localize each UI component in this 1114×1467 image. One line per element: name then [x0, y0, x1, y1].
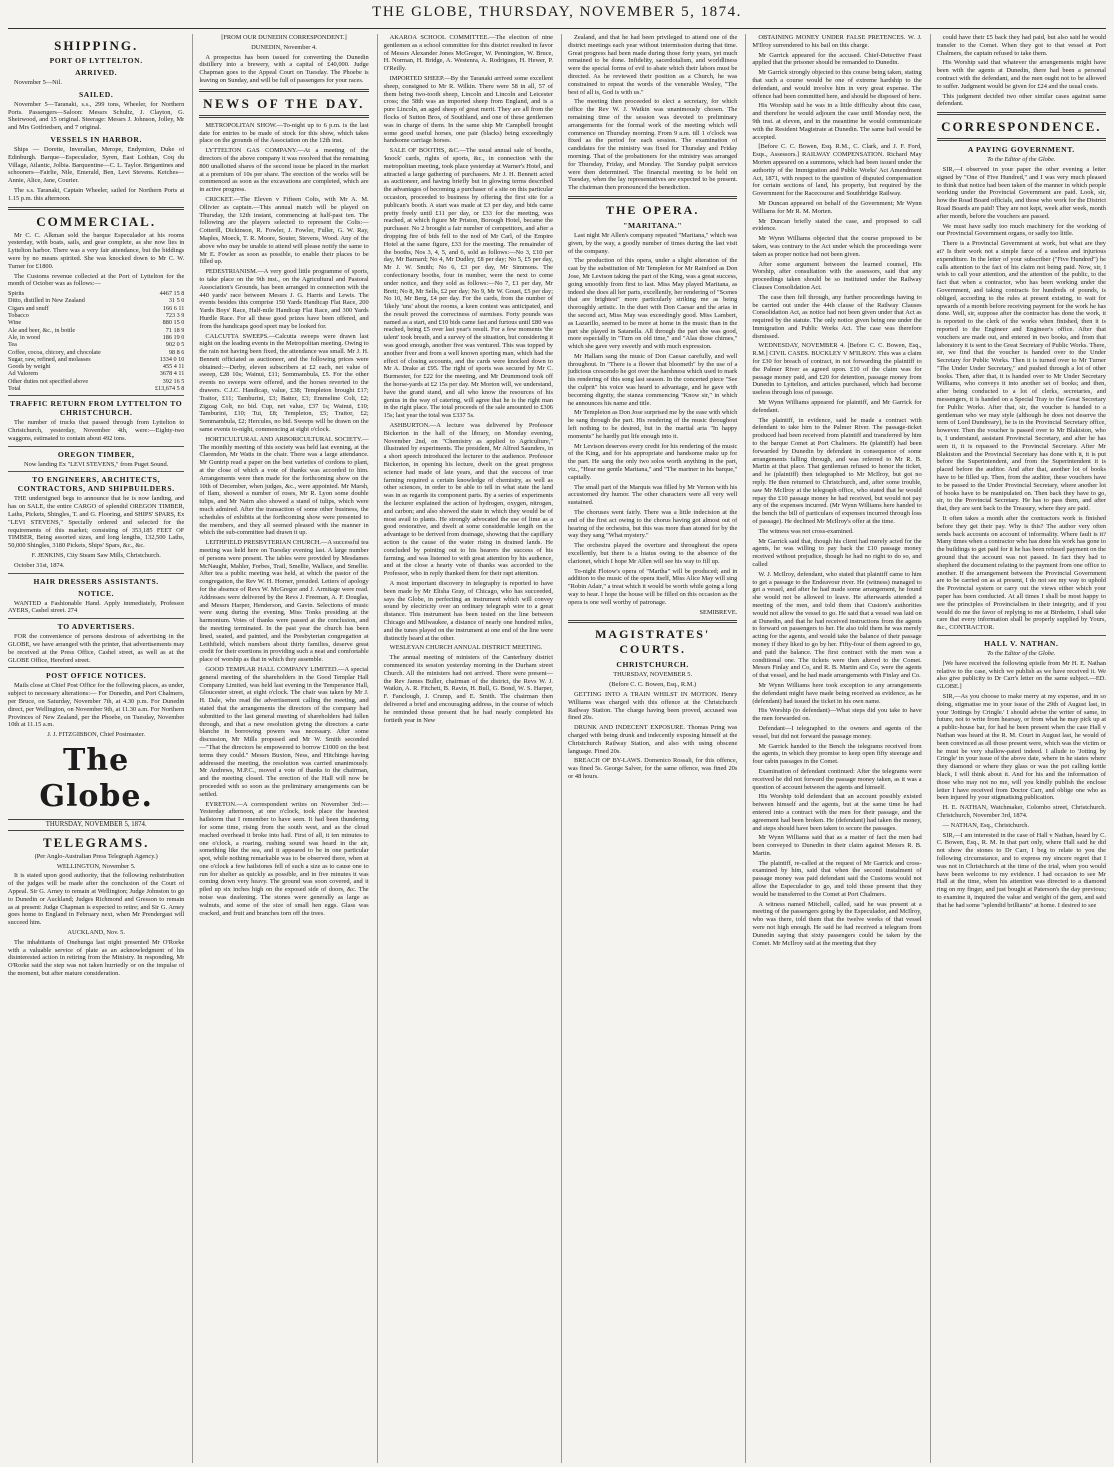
court-paragraph: WEDNESDAY, NOVEMBER 4. [Before C. C. Bowen, Esq., R.M.] CIVIL CASES. BUCKLEY V M'ILROY. This was a claim for £30 for breach of contract, in not forwarding the plaintiff to the Palmer River as agreed upon. £10 of the claim was for passage money paid, and £20 for detention, passage money from Dunedin to Lyttelton, and articles purchased, which had become useless through loss of passage.: [752, 342, 922, 397]
court-paragraph: DRUNK AND INDECENT EXPOSURE. Thomas Pring was charged with being drunk and indecently exposing himself at the Christchurch Railway Station, and also with using obscene language. Fined 20s.: [567, 724, 738, 755]
telegrams-title: TELEGRAMS.: [43, 834, 150, 850]
paying-title: A PAYING GOVERNMENT.: [967, 145, 1075, 155]
section-divider: [8, 207, 184, 210]
column-3: [377, 34, 553, 1463]
commercial-text: Mr C. C. Alkman sold the barque Especulador at his rooms yesterday, with boats, sails, and gear complete, as she now lies in Lyttelton harbor. There was a very fair attendance, but the biddings were by no means spirited. She was knocked down to Mr C. W. Turner for £1800.: [8, 231, 185, 270]
customs-item: Tobacco: [8, 312, 29, 320]
page-masthead: THE GLOBE, THURSDAY, NOVEMBER 5, 1874.: [8, 0, 1106, 29]
col4-body: [568, 34, 737, 192]
customs-item: Wine: [8, 319, 22, 327]
court-date: THURSDAY, NOVEMBER 5.: [613, 671, 693, 679]
post-text: Mails close at Chief Post Office for the following places, as under, subject to necessary alterations:— For Dunedin, and Port Chalmers, per Bruce, on Saturday, November 7th, at 4.30 p.m. For Dunedin direct, per Wellington, on November 9th, at 11.30 a.m. For Northern Provinces of New Zealand, per the Phoebe, on Tuesday, November 10th at 11.15 a.m.: [8, 682, 185, 729]
customs-value: 1334 0 10: [159, 355, 185, 363]
commercial-title: COMMERCIAL.: [36, 213, 157, 229]
court-paragraph: After some argument between the learned counsel, His Worship, after consultation with the assessors, said that any proceedings taken should be so instituted under the Railway Clauses Consolidation Act.: [752, 260, 922, 291]
news-paragraph: CRICKET.—The Eleven v Fifteen Colts, with Mr A. M. Ollivier as captain.—This annual match will be played on Thursday, the 12th instant, commencing at half-past ten. The following are the players selected to represent the Colts:—Cotterill, Dickinson, R. Fowler, J. Fowler, Fuller, G. W. Ray, Maples, Moeck, T. R. Moore, Souter, Stevens, Wood. Any of the above who may be unable to attend will please notify the same to Mr E. Fowler as soon as possible, to enable their places to be filled up.: [199, 195, 369, 266]
post-title: POST OFFICE NOTICES.: [46, 671, 147, 681]
section-divider: [568, 196, 737, 199]
customs-value: 166 6 11: [162, 304, 185, 312]
customs-row: [8, 297, 184, 304]
court-paragraph: His Worship said that whatever the arrangements might have been with the agents at Dunedin, there had been a personal contract with the defendant, and the men ought not to be allowed to suffer. Judgment would be given for £24 and the usual costs.: [936, 59, 1106, 90]
globe-logo: The Globe.: [39, 743, 153, 815]
customs-row: [8, 327, 184, 334]
customs-row: [8, 312, 184, 319]
customs-item: Ale, in wood: [8, 333, 41, 341]
news-paragraph: IMPORTED SHEEP.—By the Taranaki arrived some excellent sheep, consigned to Mr R. Wilkin. There were 58 in all, 57 of them being two-tooth sheep, Lincoln and Lincoln and Leicester cross; the 58th was an imported sheep from England, and is a pure Lincoln, an aged sheep of great merit. They are all from the flocks of Sutton Bros, of Southland, and one of these gentlemen was in charge of them. In the same ship Mr Campbell brought some good useful horses, one pair (blacks) being exceedingly handsome carriage horses.: [383, 74, 553, 145]
court-paragraph: Mr Wynn Williams appeared for plaintiff, and Mr Garrick for defendant.: [752, 399, 922, 414]
divider: [8, 667, 184, 668]
customs-item: Goods by weight: [8, 363, 51, 371]
news-paragraph: CALCUTTA SWEEPS.—Calcutta sweeps were drawn last night on the leading events in the Metropolitan meeting. Owing to the rain not having been fixed, the attendance was small. Mr J. H. Bennett officiated as auctioneer, and the following prices were obtained:—Derby, eleven subscribers at £2 each, net value of sweep, £28 10s; Wainui, £11; Sommambula, £5. For the other events no sweeps were offered, and the horses reverted to the drawers. C.J.C. Handicap, value, £38; Templeton brought £17; Traitor, £11; Tamburini, £3; Batter, £3; Emmeline Colt, £2; Zigzag Colt, no bid. Cup, net value, £37 1s; Wainui, £10; Tamburini, £10; Tui, £8; Templeton, £5; Traitor, £2; Sommambula, £2; Hercules, no bid. Sweeps will be drawn on the same events to-night, commencing at eight o'clock.: [199, 332, 369, 434]
opera-paragraph: Mr Hallam sang the music of Don Caesar carefully, and well throughout. In "There is a flower that bloometh" by the use of a judicious crescendo he got over the harshness which used to mark his rendering of this song last season. In the concerted piece "See the culprit" his voice was heard to advantage, and he gave with becoming dignity, the stanza commencing "Know sir," in which he announces his name and title.: [567, 352, 738, 407]
telegrams-agency: (Per Anglo-Australian Press Telegraph Agency.): [34, 852, 158, 860]
col3-body: [384, 34, 553, 724]
christchurch-title: CHRISTCHURCH.: [616, 660, 689, 670]
customs-value: 3678 4 11: [159, 370, 185, 378]
customs-total-value: £13,674 5 8: [154, 385, 185, 392]
court-paragraph: could have their £5 back they had paid, but also said he would transfer to the Comet. When they got to that vessel at Port Chalmers, the captain refused to take them.: [936, 34, 1106, 57]
court-paragraph: His Worship told defendant that an account possibly existed between himself and the agents, but at the same time he had entered into a contract with the men for their passage, and the agreement had been broken. He (defendant) had taken the money, and steps should have been taken to secure the passages.: [752, 793, 922, 832]
traffic-title: TRAFFIC RETURN FROM LYTTELTON TO CHRISTCHURCH.: [10, 399, 183, 418]
court-paragraph: Defendant—I telegraphed to the owners and agents of the vessel, but did not forward the passage money.: [752, 724, 922, 740]
news-paragraph: LEITHFIELD PRESBYTERIAN CHURCH.—A successful tea meeting was held here on Tuesday evening last. A large number of persons were present. The tables were provided by Mesdames McNaught, Mahler, Forbes, Trail, Smellie, Wallace, and Smellie. After tea a public meeting was held, at which the pastor of the congregation, the Rev W. H. Horner, presided. Letters of apology for the absence of Revs W. McGregor and J. Armitage were read. Addresses were delivered by the Revs J. Freeman, A. F. Douglas, and Messrs Harper, Henderson, and Gavin. Selections of music were sung during the evening, Miss Tonks presiding at the harmonium. Votes of thanks were passed at the conclusion, and the meeting terminated. In the past year the church has been lined, seated, and painted, and the Presbyterian congregation at Leithfield, which numbers about thirty families, deserve great credit for their exertions in providing such a neat and comfortable place of worship as that in which they assemble.: [199, 539, 369, 664]
court-paragraph: The witness was not cross-examined.: [758, 527, 854, 535]
columns-container: [8, 34, 1106, 1463]
news-body: [199, 122, 368, 918]
letter-paragraph: SIR,—I observed in your paper the other evening a letter signed by "One of Five Hundred," and I was very much pleased to think that notice had been taken of the manner in which people working under the Provincial Government are paid. Look, sir, how the Road Board officials, and those who work for the District Road Boards are paid! They are not kept, week after week, month after month, before the vouchers are passed.: [936, 165, 1106, 220]
dunedin-date: DUNEDIN, November 4.: [251, 43, 317, 51]
court-paragraph: W. J. McIlroy, defendant, who stated that plaintiff came to him to get a passage to the Endeavour river. He (witness) managed to get a vessel, and after he had made some arrangement, he found she would not be allowed to leave. He afterwards attended a meeting of the men, and told them that Custom's authorities would not allow the vessel to go. He said that a vessel was laid on at Dunedin, and that he had received instructions from the agents to forward on passengers to her. He also told them he was merely acting for the agents, and would take the balance of their passage money if they liked to go by her. Fifty-four of them agreed to go, and paid the balance. The first contract with the men was a conditional one. The tickets were then altered to the Comet. Messrs Finlay and Co, and R. B. Martin and Co, were the agents of that vessel, and he had made arrangements with Finlay and Co.: [752, 570, 922, 680]
telegram-wellington: It is stated upon good authority, that the following redistribution of the judges will be made after the conclusion of the Court of Appeal. Sir G. Arney to remain at Wellington; Judge Johnston to go to Dunedin or Auckland; Judges Richmond and Gresson to remain as at present: Judge Chapman is expected to retire; and Sir G. Arney goes home to England in February next, when Mr Prendergast will succeed him.: [8, 872, 185, 927]
letter-paragraph: SIR,—As you choose to make merry at my expense, and in so doing, stigmatise me in your issue of the 29th of August last, in your 'Jottings by Cringle.' I should advise the writer of same, in future, not to write from hearsay, or from what he may pick up at a public-house bar, for had he been present when the case Hall v Nathan was heard at the R. M. Court in August last, he would of been convinced as all those present were, which was the victim or he must be very shallow-pated indeed. I allude to 'Jotting by Cringle' in your issue of the above date, where in he states where they diamond or where they glass or was the pot calling kettle black, I will think about it. And for his and the information of those who may not no me, will you kindly publish the enclose letter I have received from Doctor Carr, and oblige one who as been injured by your stigmatising publication.: [936, 692, 1106, 802]
court-paragraph: Mr Duncan briefly stated the case, and proposed to call evidence.: [752, 217, 922, 233]
customs-table: [8, 290, 184, 392]
opera-subtitle: "MARITANA.": [623, 220, 683, 230]
section-divider: [568, 620, 737, 623]
postmaster-signature: J. J. FITZGIBBON, Chief Postmaster.: [47, 731, 145, 739]
news-paragraph: ASHBURTON.—A lecture was delivered by Professor Bickerton in the hall of the library, on Monday evening, November 2nd, on "Chemistry as applied to Agriculture," illustrated by experiments. The president, Mr Alfred Saunders, in a short speech introduced the lecturer to the audience. Professor Bickerton, in opening his lecture, dwelt on the great progress science had made of late years, and that the success of true farming required a certain knowledge of chemistry, as well as other sciences, in order to be able to tell in what state the land was in as regards its component parts. By a series of experiments the lecturer explained the action of hydrogen, oxygen, nitrogen, and carbon; and also showed the state in which they would be of most avail to plants. He strongly advocated the use of lime as a good restorative, and dwelt at some considerable length on the advantage to be derived from drainage, showing that the capillary action is the cause of the water rising in drained lands. He concluded by pointing out to his hearers the success of his farming, and was listened to with great attention by his audience, and at the close a hearty vote of thanks was accorded to the Professor, who in reply thanked them for their rapt attention.: [383, 422, 553, 578]
court-body: [568, 691, 737, 781]
customs-row: [8, 378, 184, 385]
shipping-title: SHIPPING.: [54, 38, 139, 53]
court-paragraph: Mr Garrick said that, though his client had merely acted for the agents, he was willing to pay back the £10 passage money received without prejudice, though he had no right to do so, and called: [752, 537, 922, 568]
opera-paragraph: Mr Templeton as Don Jose surprised me by the ease with which he sang through the part. His rendering of the music throughout left nothing to be desired, but in the martial aria "In happy moments" he hardly put life enough into it.: [567, 409, 738, 440]
court-paragraph: Mr Wynn Williams here took exception to any arrangements the defendant might have made being received as evidence, as he (defendant) had issued the ticket in his own name.: [752, 681, 922, 705]
court-paragraph: The plaintiff, re-called at the request of Mr Garrick and cross-examined by him, said that when the second instalment of passage money was paid defendant said the Customs would not allow the Especulador to go, and told those present that they would be transferred to the Comet at Port Chalmers.: [752, 859, 922, 898]
news-paragraph: EYRETON.—A correspondent writes on November 3rd:—Yesterday afternoon, at one o'clock, took place the heaviest hailstorm that I remember to have seen. It had been thundering for some time, rising from the south west, and as the cloud reached overhead it broke into hail. First of all, it ten minutes to one o'clock, a roaring, rushing sound was heard in the air, something like the sea, and it appeared to be in one particular spot, while nothing remarkable was to be observed there, when at one o'clock a few hailstones fell of such a size as to cause one to run for shelter as quickly as possible, and in five minutes it was coming down very heavy. The ground was soon covered, and it piled up six inches high on the exposed side of doors, &c. The noise was deafening. The stones were generally as large as walnuts, and some of the size of small hen eggs. Glass was cracked, and fruit and branches torn off the trees.: [199, 800, 369, 917]
court-paragraph: His Worship (to defendant)—What steps did you take to have the men forwarded on.: [752, 707, 922, 723]
opera-paragraph: The small part of the Marquis was filled by Mr Vernon with his accustomed dry humor. The other characters were all very well sustained.: [567, 483, 738, 507]
customs-item: Coffee, cocoa, chicory, and chocolate: [8, 348, 101, 356]
news-paragraph: LYTTELTON GAS COMPANY.—At a meeting of the directors of the above company it was resolved that the remaining 800 unallotted shares of the second issue be placed in the market at a premium of 10s per share. The erection of the works will be commenced as soon as the excavations are completed, which are in active progress.: [199, 147, 369, 194]
customs-item: Sugar, raw, refined, and molasses: [8, 355, 91, 363]
dunedin-head: [FROM OUR DUNEDIN CORRESPONDENT.]: [221, 34, 347, 41]
jenkins-signature: F. JENKINS, City Steam Saw Mills, Christchurch.: [31, 552, 161, 560]
traffic-text: The number of trucks that passed through from Lyttelton to Christchurch, yesterday, November 4th, were:—Eighty-two waggons, estimated to contain about 492 tons.: [8, 419, 185, 442]
court-paragraph: Mr Wynn Williams objected that the course proposed to be taken, was contrary to the Act under which the proceedings were taken as proper notice had not been given.: [752, 235, 922, 258]
customs-value: 392 16 5: [162, 377, 185, 385]
engineers-title: TO ENGINEERS, ARCHITECTS, CONTRACTORS, AND SHIPBUILDERS.: [17, 475, 175, 494]
news-paragraph: The annual meeting of ministers of the Canterbury district commenced its session yesterday morning in the Durham street Church. All the ministers had not arrived. There were present—the Rev James Buller, chairman of the district, the Revs W. J. Watkin, A. R. Fitchett, B. Ravin, H. Bull, G. Bond, W. S. Harper, F. Fanclough, J. Crump, and E. Smith. The chairman then delivered a brief and encouraging address, in the course of which he reminded those present that he had nearly completed his fortieth year in New: [383, 654, 553, 724]
section-divider: [199, 115, 368, 118]
column-4: [561, 34, 737, 1463]
telegram-auckland: The inhabitants of Onehunga last night presented Mr O'Rorke with a valuable service of plate as an acknowledgment of his disinterested action in retiring from the Ministry. In responding, Mr O'Rorke said the step was not taken hurriedly or on the impulse of the moment, but after mature consideration.: [8, 938, 185, 977]
customs-value: 4467 15 8: [159, 290, 185, 298]
vessels-label: VESSELS IN HARBOR.: [50, 134, 142, 144]
divider: [8, 471, 184, 472]
court-paragraph: [Before C. C. Bowen, Esq. R.M., C. Clark, and J. F. Ford, Esqs., Assessors.] RAILWAY COMPENSATION. Richard May Morten appeared on a summons, which had been issued under the authority of the Immigration and Public Works' Act Amendment Act, 1871, with respect to the question of disputed compensation for certain sections of land, his property, but required by the Government for the Racecourse and Southbridge Railway.: [752, 143, 922, 198]
col6-body: [937, 34, 1106, 108]
court-paragraph: The case then fell through, any further proceedings having to be carried out under the 44th clause of the Railway Clauses Consolidation Act, as notice had not been given under that Act as required by the statute. The only notice given being one under the Immigration and Public Works Act. The case was therefore dismissed.: [752, 293, 922, 340]
jenkins-date: October 31st, 1874.: [14, 561, 65, 569]
opera-paragraph: The production of this opera, under a slight alteration of the cast by the substitution of Mr Templeton for Mr Rainford as Don Jose, Mr Levison taking the part of the King, was a great success, going smoothly from first to last. Miss May played Maritana, as indeed she does all her parts, excellently, her rendering of "Scenes that are brightest" more particularly striking me as being thoroughly artistic. In the duet with Don Caesar and the arias in the second act, Miss May was exceedingly good. Miss Lambert, as Lazarillo, seemed to be more at home in the music than in the part she played in Satanella. All through the part she was good, more especially in "Turn on old time," and "Alas those chimes," which she gave very sweetly and with much expression.: [567, 257, 738, 351]
opera-paragraph: Mr Levison deserves every credit for his rendering of the music of the King, and for his appropriate and handsome make up for the part. He sang the only two solos worth anything in the part, viz., "Hear me gentle Maritana," and "The mariner in his barque," capitally.: [567, 442, 738, 481]
court-paragraph: OBTAINING MONEY UNDER FALSE PRETENCES. W. J. M'Ilroy surrendered to his bail on this charge.: [752, 34, 922, 49]
news-paragraph: HORTICULTURAL AND ARBORICULTURAL SOCIETY.—The monthly meeting of this society was held last evening, at the Clarendon, Mr Watts in the chair. There was a large attendance. Mr Guntrip read a paper on the best varieties of cordons to plant, at the close of which a vote of thanks was accorded to him. Arrangements were then made for the forthcoming show on the 10th of December, when judges, &c., were appointed. Mr Marsh, of Ilam, showed a number of roses, Mr R. Lyon some double tulips, and Mr Nairn also showed a stand of tulips, which were much admired. After the transaction of some other business, the schedules of exhibits at the forthcoming show were presented to the members, and they all seemed pleased with the manner in which the sub-committee had drawn it up.: [199, 435, 369, 537]
court-paragraph: Mr Garrick strongly objected to this course being taken, stating that such a course would be one of extreme hardship to the defendant, and would involve him in very great expense. The offence had been committed here, and should be disposed of here.: [752, 69, 922, 100]
opera-paragraph: Last night Mr Allen's company repeated "Maritana," which was given, by the way, a goodly number of times during the last visit of the company.: [567, 231, 738, 255]
sailed-label: SAILED.: [78, 89, 114, 99]
letter-paragraph: — NATHAN, Esq., Christchurch.: [942, 821, 1030, 829]
hall-subtitle: To the Editor of the Globe.: [987, 649, 1056, 657]
customs-value: 902 0 5: [165, 341, 185, 349]
timber-title: OREGON TIMBER,: [57, 449, 135, 459]
section-divider: [199, 89, 368, 92]
letter-paragraph: It often takes a month after the contractors work is finished before they get their pay. Why is this? The author very often sends back accounts on account of informality. Where fault is it? Many times when a contractor who has done his work has gone to the buildings to get paid for it he has been refused payment on the ground that the account was not passed. In fact they had to shepherd the document relating to the payment from one office to another. If the arrangement between the Provincial Government are to be carried on as at present, I do not see my way to uphold the Provincial system or carry out the views either which your paper has been conducted. At all times I shall be most happy to see the principles of Provincialism in their integrity, and if you would do me the favor of replying to me at Birdseim, I shall take care that every information shall be properly supplied by Yours, &c., CONTRACTOR.: [936, 515, 1106, 632]
opera-paragraph: The choruses went fairly. There was a little indecision at the end of the first act owing to the chorus having got almost out of hearing of the orchestra, but this was more than atoned for by the way they sang "What mystery.": [567, 509, 738, 540]
customs-value: 186 19 0: [162, 333, 185, 341]
divider: [8, 395, 184, 396]
vessels-text: Ships — Dorette, Inverallan, Merope, Endymion, Duke of Edinburgh. Barque—Especulador, Syren, East Lothian, Coq du Village, Atlantic, Jolbia. Barquentine—C. L. Taylor. Brigantines and schooners—Fairlie, Nile, Emerald, Ben, Levi Stevens. Ketches—Annie, Alice, Jane, Courier.: [8, 145, 185, 185]
news-paragraph: PEDESTRIANISM.—A very good little programme of sports, to take place on the 9th inst., on the Agricultural and Pastoral Association's Grounds, has been arranged in connection with the 440 yards' race between Messrs J. G. Harris and Lewis. The events besides this comprise 150 Yards Handicap Flat Race, 200 Yards Boys' Race, Half-mile Handicap Flat Race, and 300 Yards Hurdle Race. For all these good prizes have been offered, and from the handicaps good sport may be looked for.: [199, 268, 369, 330]
opera-paragraph: The orchestra played the overture and throughout the opera excellently, but there is a hiatus owing to the absence of the clarionet, which I hope Mr Allen will see his way to fill up.: [567, 542, 738, 565]
telegram-auckland-head: AUCKLAND, Nov. 5.: [67, 928, 125, 936]
customs-item: Tea: [8, 341, 17, 349]
court-paragraph: BREACH OF BY-LAWS. Domenico Rossali, for this offence, was fined 5s. George Salver, for the same offence, was fined 20s or 48 hours.: [567, 757, 738, 780]
court-paragraph: Mr Wynn Williams said that as a matter of fact the men had been conveyed to Dunedin in their claim against Messrs R. B. Martin.: [752, 834, 922, 857]
customs-value: 71 18 9: [165, 326, 185, 334]
customs-row: [8, 349, 184, 356]
court-paragraph: A witness named Mitchell, called, said he was present at a meeting of the passengers going by the Especulador, and McIlroy, who was there, told them that the twelve weeks of that vessel were not high enough. He said he had received a telegram from Dunedin saying that sixty passengers could be taken by the Comet. Mr McIlroy said at the meeting that they: [752, 900, 922, 947]
news-paragraph: SALE OF BOOTHS, &C.—The usual annual sale of booths, 'knock' cards, rights of sports, &c., in connection with the metropolitan meeting, took place yesterday at Warner's Hotel, and attracted a large gathering of purchasers. Mr J. H. Bennett acted as auctioneer, and having briefly but in glowing terms described the advantages of becoming a purchaser of a site on this particular occasion, proceeded to business by offering the first site for a publican's booth. A start was made at £3 per day, and bids came pretty freely until £11 per day, or £33 for the meeting, was reached, at which figure Mr Priston, Borough Hotel, became the purchaser. No 2 brought a fair number of competitors, and after a dropping fire of bids fell to the nod of Mr Carl, of the Empire Hotel at the same figure, £33 for the meeting. The remainder of the booths, Nos 3, 4, 5, and 6, sold as follows:—No 3, £10 per day, Mr Barnard; No 4, Mr Dudley, £8 per day; No 5, £5 per day, Mr J. W. Smith; No 6, £3 per day, Mr Simmons. The confectionary booths, four in number, were the next to come under notice, and they sold as follows:—No 7, £1 per day, Mr Brett; No 8, Mr Sells, £2 per day; No 9, Mr W. Gouet, £5 per day; No 10, Mr Berg, £4 per day. For the cards, from the number of 'likely 'uns' about the rooms, a keen contest was anticipated, and the result proved the correctness of surmises. Forty pounds was named as a start, and £10 bids came fast and furious until £80 was reached, being £5 over last year's result. For a few moments 'the talent' took breath, and a survey of the situation, but considering it was good enough, another five was ventured. This was topped by another fiver and from a well known sporting man, which had the effect of closing accounts, and the cards were knocked down to Mr A. Drake at £95. The right of sports was secured by Mr C. Burmester, for £22 for the meeting, and Mr Drummond took off the horse-yards at £2 15s per day. Mr Morton will, we understand, have the grand stand, and all who know the resources of his genius in the way of catering, will agree that he is the right man in the right place. The total proceeds of the sale amounted to £306 15s; last year the total was £337 5s.: [383, 147, 553, 420]
customs-total-label: Total: [8, 385, 21, 392]
news-paragraph: METROPOLITAN SHOW.—To-night up to 6 p.m. is the last date for entries to be made of stock for this show, which takes place on the grounds of the Association on the 12th inst.: [199, 121, 369, 145]
opera-paragraph: To-night Flotow's opera of "Martha" will be produced; and in addition to the music of the opera itself, Miss Alice May will sing "Robin Adair," a treat which it would be worth while going a long way to hear. I hope the house will be filled on this occasion as the opera is one well worthy of patronage.: [567, 567, 738, 606]
customs-value: 98 8 6: [168, 348, 185, 356]
customs-value: 455 4 11: [162, 363, 185, 371]
customs-row: [8, 356, 184, 363]
notice-label: NOTICE.: [78, 588, 115, 598]
paying-body: [937, 166, 1106, 632]
divider: [8, 446, 184, 447]
court-paragraph: Examination of defendant continued: After the telegrams were received he did not forward the passage money taken, as it was a question of account between the agents and himself.: [752, 767, 922, 791]
customs-value: 723 3 9: [165, 312, 185, 320]
column-1: [8, 34, 184, 1463]
column-5: [745, 34, 921, 1463]
court-paragraph: This judgment decided two other similar cases against same defendant.: [936, 92, 1106, 108]
customs-row: [8, 305, 184, 312]
customs-row: [8, 290, 184, 297]
news-paragraph: Zealand, and that he had been privileged to attend one of the district meetings each year without intermission during that time. Great progress had been made during those forty years, yet much remained to be done. Infidelity, sacerdotalism, and worldliness were the special forms of evil to abate which their labors must be directed. As he reviewed their position as a Church, he was constrained to repeat the words of the venerable Wesley, "The best of all is, God is with us.": [567, 34, 738, 96]
customs-value: 31 5 0: [168, 297, 185, 305]
section-divider: [937, 138, 1106, 141]
col5-body: [752, 34, 921, 947]
timber-sub: Now landing Ex "LEVI STEVENS," from Puget Sound.: [24, 460, 169, 468]
opera-title: THE OPERA.: [605, 202, 700, 217]
section-divider: [937, 112, 1106, 115]
engineers-text: THE undersigned begs to announce that he is now landing, and has on SALE, the entire CARGO of splendid OREGON TIMBER, Laths, Pickets, Shingles, T. and G. Flooring, and SHIPS' SPARS, Ex "LEVI STEVENS," Specially ordered and selected for the requirements of this market; consisting of 353,185 FEET OF TIMBER, Being assorted sizes, and long lengths, 132,500 Laths, 50,000 Shingles, 3180 Pickets, Ships' Spars, &c., &c.: [8, 495, 185, 550]
court-paragraph: GETTING INTO A TRAIN WHILST IN MOTION. Henry Williams was charged with this offence at the Christchurch Railway Station. The charge having been proved, accused was fined 20s.: [567, 690, 738, 722]
hair-text: WANTED a Fashionable Hand. Apply immediately, Professor AYERS, Cashel street. 274: [8, 599, 185, 615]
letter-paragraph: SIR,—I am interested in the case of Hall v Nathan, heard by C. C. Bowen, Esq., R. M. In that part only, where Hall said he did not show the stones to Dr Carr, I beg to relate to you the following circumstance, and to express my sincere regret that I was not in Christchurch at the time of the trial, when you would have been welcome to my evidence. I had occasion to see Mr Hall at the time, when his attention was directed to a diamond ring on my finger, and just bought at Paterson's the day previous; to examine it, inquired the value and weight of the gem, and said that he had some "splendid brilliants" at home. I desired to see: [936, 831, 1106, 909]
letter-paragraph: We must have sadly too much machinery for the working of our Provincial Government organs, or sadly too little.: [936, 222, 1106, 238]
news-paragraph: The meeting then proceeded to elect a secretary, for which office the Rev W. J. Watkin was unanimously chosen. The remaining time of the session was devoted to preliminary arrangements for the formal work of the meeting which will commence on Thursday morning. From 9 a.m. till 1 o'clock was fixed as the period for each session. The examination of candidates for the ministry was fixed for Thursday and Friday morning. That of the probationers for the ministry was arranged for Thursday, Friday, and Monday. The Sunday pulpit services were then determined. The financial meeting to be held on Tuesday, when the lay representatives are expected to be present. The chairman then pronounced the benediction.: [567, 98, 738, 192]
news-paragraph: AKAROA SCHOOL COMMITTEE.—The election of nine gentlemen as a school committee for this district resulted in favor of Messrs Alexander Jones McGregor, W. Pennington, W. Bruce, H. Norman, H. Bridge, A. Westenra, A. Rodrigues, H. Hewer, P. O'Reilly.: [383, 34, 553, 73]
column-2: [192, 34, 368, 1463]
customs-value: 880 15 0: [162, 319, 185, 327]
court-paragraph: Mr Garrick handed to the Bench the telegrams received from the agents, in which they promise to keep open fifty steerage and four cabin passages in the Comet.: [752, 742, 922, 766]
court-paragraph: His Worship said he was in a little difficulty about this case, and therefore he would adjourn the case until Monday next, the 9th inst. at eleven, and in the meantime he would communicate with the Resident Magistrate at Dunedin. The same bail would be accepted.: [752, 102, 922, 141]
court-paragraph: The plaintiff, in evidence, said he made a contract with defendant to take him to the Palmer River. The passage-ticket produced had been received from plaintiff and transferred by him to the barque Comet at Port Chalmers. He (plaintiff) had been forwarded by Dunedin by defendant in consequence of some arrangements falling through, and was referred to Mr R. B. Martin at that place. That gentleman refused to honor the ticket, and he (plaintiff) then telegraphed to Mr McIlroy, but got no reply. He then returned to Christchurch, and, after some trouble, saw Mr McIlroy at the telegraph office, who stated that he would repay the £10 passage money he had received, but would not pay any of the expenses incurred. (Mr Wynn Williams here handed to the bench the bill of particulars of expenses incurred through loss of passage). He declined Mr McIlroy's offer at the time.: [752, 416, 922, 526]
telegram-wellington-head: WELLINGTON, November 5.: [56, 862, 136, 870]
advertisers-text: FOR the convenience of persons desirous of advertising in the GLOBE, we have arranged with the printer, that advertisements may be received at the Press Office, Cashel street, as well as at the GLOBE Office, Hereford street.: [8, 633, 185, 664]
customs-row: [8, 363, 184, 370]
customs-row: [8, 334, 184, 341]
court-paragraph: Mr Duncan appeared on behalf of the Government; Mr Wynn Williams for Mr R. M. Morten.: [752, 199, 922, 215]
divider: [937, 635, 1106, 636]
advertisers-title: TO ADVERTISERS.: [57, 622, 135, 632]
hall-note: [We have received the following epistle from Mr H. E. Nathan relative to the case, which we publish as we have received it. We also give publicity to Dr Carr's letter on the same subject.—ED. GLOBE.]: [936, 659, 1106, 691]
news-paragraph: GOOD TEMPLAR HALL COMPANY LIMITED.—A special general meeting of the shareholders in the Good Templar Hall Company Limited, was held last evening in the Temperance Hall, Gloucester street, at eight o'clock. The chair was taken by Mr J. H. Dale, who read the advertisement calling the meeting, and stated that the arrangements the directors of the company had submitted to the last general meeting of shareholders had fallen through, and that a new resolution giving the directors a carte blanche in borrowing powers was necessary. After some discussion, Mr Mills proposed and Mr W. Smith seconded—"That the directors be empowered to borrow £1000 on the best terms they could." Messrs Buxton, Ness, and Hitchings having addressed the meeting, the resolution was carried unanimously. Mr Andrews, M.P.C., moved a vote of thanks to the chairman, and the meeting closed. The erection of the Hall will now be proceeded with so soon as the preliminary arrangements can be settled.: [199, 665, 369, 798]
hair-title: HAIR DRESSERS ASSISTANTS.: [33, 576, 159, 586]
hall-body: [937, 693, 1106, 910]
customs-row: [8, 341, 184, 348]
letter-paragraph: H. E. NATHAN, Watchmaker, Colombo street, Christchurch. Christchurch, November 3rd, 1874.: [936, 804, 1106, 819]
column-6: [930, 34, 1106, 1463]
opera-signature: SEMIBREVE.: [699, 608, 738, 616]
customs-item: Ditto, distilled in New Zealand: [8, 297, 85, 305]
port-title: PORT OF LYTTELTON.: [49, 56, 143, 65]
customs-text: The Customs revenue collected at the Port of Lyttelton for the month of October was as follows:—: [8, 272, 185, 288]
divider: [8, 618, 184, 619]
court-bench: (Before C. C. Bowen, Esq., R.M.): [609, 681, 697, 689]
arrived-text: November 5—Nil.: [14, 79, 62, 86]
customs-item: Ale and beer, &c., in bottle: [8, 326, 76, 334]
divider: [8, 573, 184, 574]
magistrates-title: MAGISTRATES' COURTS.: [595, 627, 711, 657]
customs-row: [8, 370, 184, 377]
news-paragraph: A most important discovery in telegraphy is reported to have been made by Mr Elisha Gray, of Chicago, who has succeeded, says the Globe, in perfecting an instrument which will convey sound by electricity over an ordinary telegraph wire to a great distance. This instrument has been tested on the line between Chicago and Milwaukee, a distance of nearly one hundred miles, and the tunes played on the instrument at one end of the line were distinctly heard at the other.: [383, 579, 553, 642]
customs-total-row: [8, 385, 184, 392]
correspondence-title: CORRESPONDENCE.: [941, 119, 1102, 135]
court-paragraph: Mr Garrick appeared for the accused. Chief-Detective Feast applied that the prisoner should be remanded to Dunedin.: [752, 51, 922, 67]
customs-item: Ad Valorem: [8, 370, 38, 378]
news-paragraph: WESLEYAN CHURCH ANNUAL DISTRICT MEETING.: [389, 644, 543, 652]
arrived-label: ARRIVED.: [75, 68, 118, 77]
news-title: NEWS OF THE DAY.: [203, 95, 365, 111]
customs-item: Cigars and snuff: [8, 304, 49, 312]
paying-subtitle: To the Editor of the Globe.: [987, 156, 1056, 164]
customs-row: [8, 319, 184, 326]
dunedin-text: A prospectus has been issued for converting the Dunedin distillery into a brewery, with a capital of £40,000. Judge Chapman goes to the Appeal Court on Tuesday. The Phoebe is leaving on Sunday, and will be full of passengers for your races.: [199, 53, 369, 84]
customs-item: Other duties not specified above: [8, 377, 89, 385]
dateline: THURSDAY, NOVEMBER 5, 1874.: [8, 819, 184, 831]
letter-paragraph: There is a Provincial Government at work, but what are they at? Is their work not a simple farce of a useless and injurious expenditure. In the letter of your subscriber ("Five Hundred") he calls attention to the fact of his claim not being paid. Now, sir, I wish to call your attention, and the attention of the public, to the fact that when a contractor, who has been working under the Government, and taking contracts for hundreds of pounds, is obliged, according to the rules at present existing, to wait for upwards of a month before receiving payment for the work he has done. Well, sir, suppose after the contractor has done the work, it is reported to the clerk of the works when finished, then it is reported to the Engineer and Engineer's office. After that vouchers are made out, and entered in two books, and from that laboratory it is sent to the Great Secretary of Public Works. There, sir, we find that the voucher is handed over to the Under Secretary for Public Works. Then it is turned over to Mr Turner "The Under Under Secretary," and pushed through a lot of other books. Then, after that, it is handed over to Mr Under Secretary Williams, who conveys it into another set of books; and then, after being conducted to a lot of clerks, secretaries, and messengers, it is handed on a Special Tray to the Great Secretary for Public Works. After that, sir, the voucher is handed to a gentleman who we may style (although he does not deserve the term of Lord Dundreary), he is in the Provincial Secretary office, however. Then the voucher is passed over to Mr Blakiston, who is, I understand, assistant Provincial Secretary, and after he has seen it, it is repassed to the Provincial Secretary. After Mr Blakiston and the Provincial Secretary has done with it, it is put before the Superintendent, and from the Superintendent it is placed before the auditor. And after that, another lot of books have to be filled up. Then, from the auditor, these vouchers have to be passed to the Under Provincial Secretary, where another lot of books have to be manipulated on. Then back they have to go, sir, to the Provincial Secretary. He has to pass them, and after that, they are sent back to the Treasury, where they are paid.: [936, 240, 1106, 513]
sailing-note: The s.s. Taranaki, Captain Wheeler, sailed for Northern Ports at 1.15 p.m. this afternoon.: [8, 186, 185, 202]
sailed-text: November 5—Taranaki, s.s., 299 tons, Wheeler, for Northern Ports. Passengers—Saloon: Messrs Schultz, J. Clayton, G. Sheirwood, and 15 original. Steerage: Messrs J. Johnson, Jolley, Mr and Mrs Gotfriedsen, and 7 original.: [8, 100, 185, 132]
hall-title: HALL V. NATHAN.: [984, 638, 1059, 648]
customs-item: Spirits: [8, 290, 25, 298]
opera-body: [568, 232, 737, 607]
